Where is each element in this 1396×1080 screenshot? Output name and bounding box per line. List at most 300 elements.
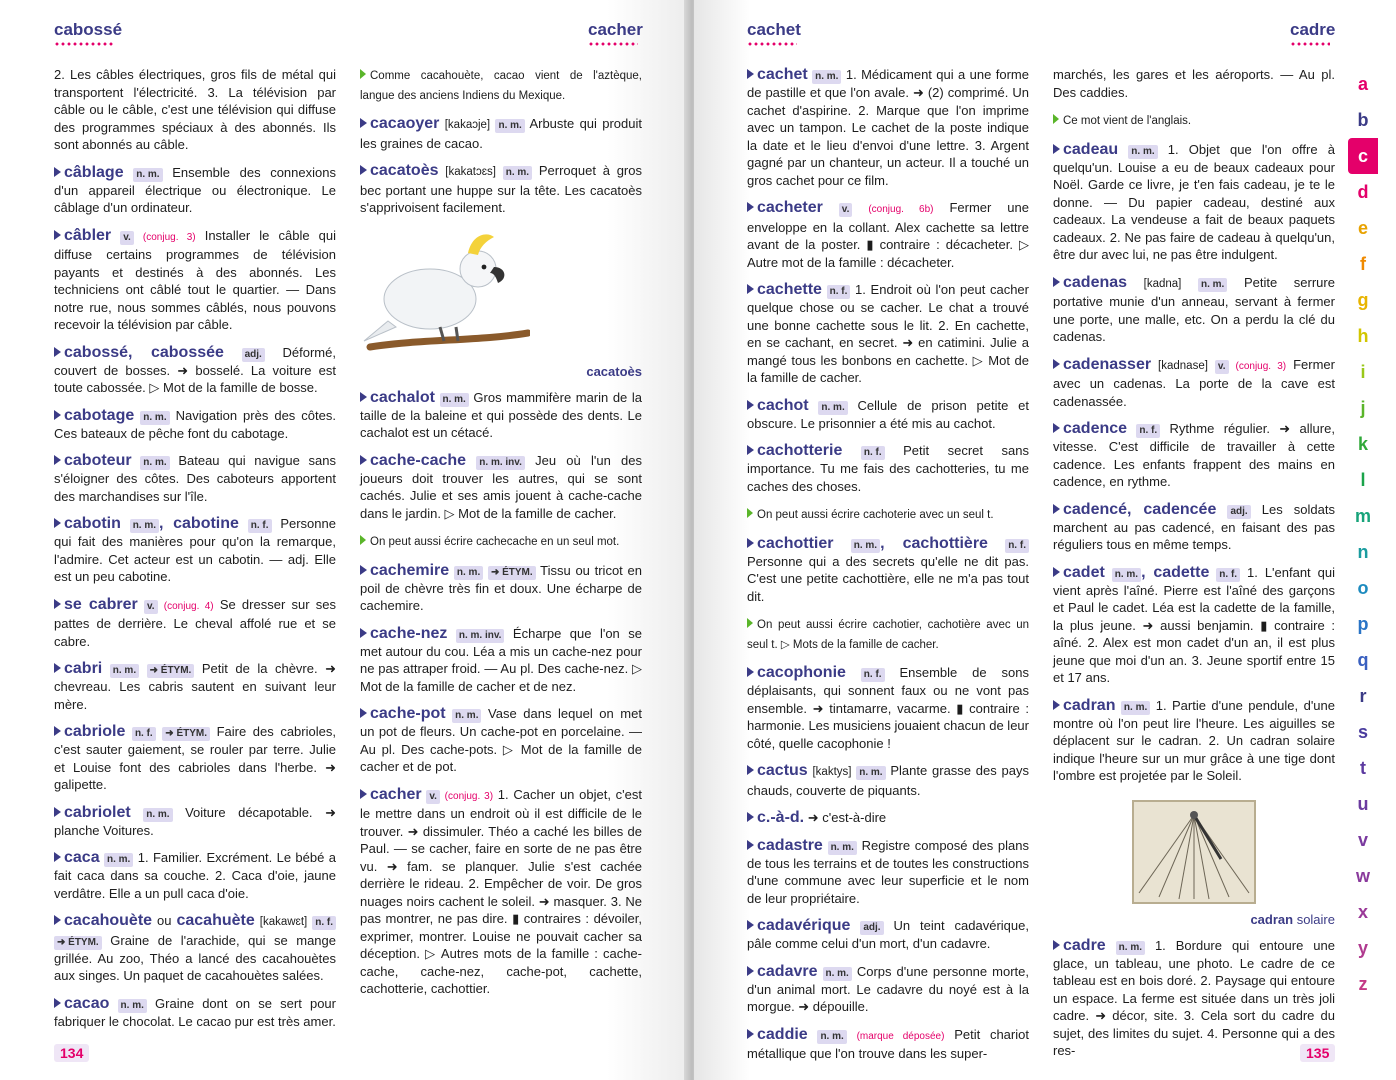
dictionary-entry <box>360 532 642 552</box>
dictionary-entry <box>360 452 642 523</box>
usage-note: On peut aussi écrire cachotier, cachotière avec un seul t. ▷ Mots de la famille de cacher. <box>747 619 1029 651</box>
grammar-tag: n. m. <box>1112 568 1141 582</box>
grammar-tag: n. f. <box>132 727 156 741</box>
grammar-tag: n. m. <box>104 853 133 867</box>
dictionary-entry <box>1053 274 1335 346</box>
headword: cache-cache <box>370 451 467 469</box>
headword: cachot <box>757 396 809 414</box>
grammar-tag: adj. <box>860 921 883 935</box>
headword: cacher <box>370 785 422 803</box>
definition-text: 1. Endroit où l'on peut cacher quelque chose ou se cacher. Le chat a trouvé une bonne cachette sous le lit. 2. En cachette, en se cachant, en secret. ➜ en catimini. Julie a mangé tous les bonbons en cachette. ▷ Mot de la famille de cacher. <box>747 282 1029 385</box>
grammar-tag: n. m. <box>823 967 852 981</box>
left-column-1 <box>54 66 336 1040</box>
alphabet-tab-r[interactable]: r <box>1359 686 1367 706</box>
illustration-caption <box>360 363 642 381</box>
cockatoo-illustration <box>360 229 642 364</box>
left-page <box>0 0 690 1080</box>
dictionary-entry <box>1053 420 1335 491</box>
entry-marker <box>54 518 61 528</box>
entry-marker <box>54 347 61 357</box>
entry-marker <box>747 812 754 822</box>
dictionary-entry <box>1053 501 1335 554</box>
grammar-tag: n. m. <box>1121 701 1150 715</box>
headword: cacahouète <box>64 912 153 929</box>
headword: c.-à-d. <box>757 809 805 826</box>
dictionary-entry <box>54 227 336 334</box>
headword: cache-pot <box>370 705 446 722</box>
entry-marker <box>1053 504 1060 514</box>
headword: cadavre <box>757 962 818 980</box>
entry-marker <box>1053 567 1060 577</box>
entry-marker <box>360 165 367 175</box>
conjugation-ref: (conjug. 3) <box>1235 360 1287 372</box>
grammar-tag: n. f. <box>861 446 885 460</box>
grammar-tag: n. m. <box>454 566 483 580</box>
dictionary-entry <box>54 995 336 1031</box>
alphabet-tab-w[interactable]: w <box>1355 866 1370 886</box>
grammar-tag: n. m. <box>110 664 139 678</box>
grammar-tag: n. m. <box>130 519 159 533</box>
entry-marker <box>54 852 61 862</box>
caption-text: solaire <box>1293 912 1335 927</box>
dictionary-entry <box>747 535 1029 606</box>
entry-marker <box>747 840 754 850</box>
definition-text: Se dresser sur ses pattes de derrière. Le cheval affolé rue et se cabre. <box>54 596 336 649</box>
alphabet-tab-o[interactable]: o <box>1357 578 1369 598</box>
connector-text: ou <box>152 913 177 928</box>
grammar-tag: n. m. <box>828 841 857 855</box>
definition-text: Ensemble de sons déplaisants, qui sonnent faux ou ne vont pas ensemble. ➜ tintamarre, vacarme. ▮ contraire : harmonie. Les musiciens jouaient chacun de leur côté, quelle cacophonie ! <box>747 665 1029 751</box>
grammar-tag: n. f. <box>312 916 336 930</box>
dictionary-entry <box>747 615 1029 654</box>
definition-text: Registre composé des plans de tous les terrains et de toutes les constructions d'une commune avec leur superficie et le nom de leur propriétaire. <box>747 837 1029 906</box>
definition-text: Bateau qui navigue sans s'éloigner des côtes. Des caboteurs apportent des marchandises sur l'île. <box>54 453 336 504</box>
entry-marker <box>747 400 754 410</box>
entry-marker <box>54 599 61 609</box>
guide-word-left: cachet <box>747 20 801 46</box>
dictionary-entry <box>1053 697 1335 785</box>
dictionary-entry <box>360 562 642 615</box>
note-marker <box>360 535 366 545</box>
definition-text: Graine de l'arachide, qui se mange grillée. Au zoo, Théo a lancé des cacahouètes aux singes. Un paquet de cacahouètes salées. <box>54 932 336 983</box>
dictionary-entry <box>747 199 1029 271</box>
dictionary-entry <box>1053 356 1335 411</box>
usage-note: On peut aussi écrire cachecache en un seul mot. <box>370 536 620 548</box>
dictionary-entry <box>360 786 642 998</box>
entry-marker <box>54 410 61 420</box>
alphabet-tab-j[interactable]: j <box>1360 398 1366 418</box>
entry-marker <box>54 230 61 240</box>
pronunciation: [kadna] <box>1143 277 1182 290</box>
headword: câblage <box>64 163 124 181</box>
grammar-tag: n. m. <box>1128 145 1157 159</box>
definition-text: Petit secret sans importance. Tu me fais des cachotteries, tu me caches des choses. <box>747 443 1029 494</box>
dictionary-entry <box>360 115 642 152</box>
page-number: 134 <box>54 1044 89 1062</box>
etymology-tag: ➜ ÉTYM. <box>147 664 195 678</box>
alphabet-tab-a[interactable]: a <box>1357 74 1368 94</box>
grammar-tag: n. f. <box>1136 424 1160 438</box>
dictionary-entry <box>747 397 1029 433</box>
dictionary-entry <box>54 164 336 217</box>
note-marker <box>747 508 753 518</box>
usage-note: Comme cacahouète, cacao vient de l'aztèque, langue des anciens Indiens du Mexique. <box>360 70 642 102</box>
entry-marker <box>747 538 754 548</box>
left-column-2 <box>360 66 642 1008</box>
dictionary-entry <box>747 66 1029 189</box>
entry-marker <box>1053 940 1060 950</box>
alphabet-tab-g[interactable]: g <box>1357 290 1369 310</box>
conjugation-ref: (conjug. 6b) <box>868 204 934 215</box>
dictionary-entry <box>54 452 336 505</box>
headword: cache-nez <box>370 624 448 642</box>
headword-feminine: , cadette <box>1141 563 1210 581</box>
headword: cachottier <box>757 534 834 552</box>
dictionary-entry <box>1053 937 1335 1060</box>
dictionary-entry <box>1053 141 1335 264</box>
headword-feminine: , cachottière <box>880 534 988 552</box>
definition-text: Plante grasse des pays chauds, couverte de piquants. <box>747 763 1029 798</box>
alphabet-tab-y[interactable]: y <box>1357 938 1368 958</box>
grammar-tag: n. m. <box>118 999 147 1013</box>
grammar-tag: adj. <box>1227 505 1250 519</box>
entry-marker <box>54 807 61 817</box>
entry-marker <box>747 69 754 79</box>
definition-text: Perroquet à gros bec portant une huppe sur la tête. Les cacatoès s'apprivoisent facilement. <box>360 163 642 215</box>
grammar-tag: n. m. <box>452 709 481 723</box>
dictionary-entry <box>360 625 642 696</box>
dictionary-entry <box>747 809 1029 827</box>
definition-text: Faire des cabrioles, c'est sauter gaiement, se rouler par terre. Julie et Louise font des cabrioles dans l'herbe. ➜ galipette. <box>54 724 336 792</box>
page-number: 135 <box>1300 1044 1335 1062</box>
definition-text: Ensemble des connexions d'un appareil électrique ou électronique. Le câblage d'un ordinateur. <box>54 164 336 215</box>
entry-marker <box>747 765 754 775</box>
dictionary-entry <box>54 723 336 794</box>
alphabet-tab-l[interactable]: l <box>1360 470 1366 490</box>
grammar-tag: n. m. <box>495 119 524 133</box>
guide-word-right: cacher <box>588 20 643 46</box>
grammar-tag: n. f. <box>1216 568 1240 582</box>
pronunciation: [kakatɔɛs] <box>445 166 496 178</box>
definition-text: Personne qui a des secrets qu'elle ne dit pas. C'est une petite cachottière, elle ne m'a pas tout dit. <box>747 553 1029 604</box>
headword: cacheter <box>757 199 823 216</box>
entry-marker <box>747 667 754 677</box>
headword: cadeau <box>1063 140 1119 158</box>
headword-feminine: , cabotine <box>159 515 239 532</box>
entry-marker <box>1053 423 1060 433</box>
definition-text: 2. Les câbles électriques, gros fils de métal qui transportent l'électricité. 3. La télévision par câble ou le câble, c'est une télévision qui diffuse des programmes spéciaux à des abonnés. Ils sont abonnés au câble. <box>54 67 336 152</box>
alphabet-tab-c[interactable]: c <box>1348 138 1378 174</box>
alphabet-tab-v[interactable]: v <box>1357 830 1368 850</box>
entry-marker <box>54 726 61 736</box>
conjugation-ref: (conjug. 3) <box>444 790 494 802</box>
dictionary-entry <box>54 912 336 985</box>
headword: cachotterie <box>757 442 843 459</box>
grammar-tag: n. m. <box>143 808 172 822</box>
alphabet-tab-m[interactable]: m <box>1354 506 1371 526</box>
entry-marker <box>1053 700 1060 710</box>
grammar-tag: n. m. <box>1116 941 1145 955</box>
dictionary-entry <box>747 442 1029 495</box>
etymology-tag: ➜ ÉTYM. <box>54 936 102 950</box>
grammar-tag: n. m. <box>1198 278 1227 292</box>
entry-marker <box>54 915 61 925</box>
dictionary-entry <box>360 162 642 217</box>
entry-marker <box>54 455 61 465</box>
definition-text: Installer le câble qui diffuse certains programmes de télévision payants et destinés à des abonnés. Les techniciens ont câblé tout le quartier. — Dans notre rue, nous sommes câblés, nous pouvons recevoir la télévision par câble. <box>54 227 336 332</box>
headword: cachemire <box>370 561 450 579</box>
dictionary-entry <box>54 660 336 713</box>
dictionary-entry <box>54 515 336 586</box>
headword: câbler <box>64 226 112 244</box>
definition-text: Voiture décapotable. ➜ planche Voitures. <box>54 804 336 838</box>
dictionary-entry <box>54 849 336 902</box>
definition-text: 1. Partie d'une pendule, d'une montre où l'on peut lire l'heure. Les aiguilles se déplacent sur le cadran. 2. Un cadran solaire indique l'heure sur un mur grâce à une tige dont l'ombre est projetée par le Soleil. <box>1053 697 1335 783</box>
grammar-tag: n. m. <box>817 1030 846 1044</box>
headword: cachalot <box>370 388 435 406</box>
alphabet-tab-f[interactable]: f <box>1360 254 1366 274</box>
definition-text: Petit chariot métallique que l'on trouve dans les super- <box>747 1026 1029 1061</box>
pronunciation: [kadnase] <box>1158 359 1208 372</box>
definition-text: Cellule de prison petite et obscure. Le prisonnier a été mis au cachot. <box>747 397 1029 431</box>
definition-text: 1. L'enfant qui vient après l'aîné. Pierre est l'aîné des garçons et Paul le cadet. Léa est la cadette de la famille, la plus jeune. ➜ aussi benjamin. ▮ contraire : aîné. 2. Alex est mon cadet d'un an, il est plus jeune que moi d'un an. 3. Jeune sportif entre 15 et 17 ans. <box>1053 564 1335 685</box>
entry-marker <box>1053 359 1060 369</box>
grammar-tag: adj. <box>242 348 265 362</box>
headword: cabotin <box>64 515 121 532</box>
grammar-tag: n. m. <box>140 411 169 425</box>
illustration-caption <box>1053 911 1335 929</box>
illustration <box>360 229 642 381</box>
headword: cacao <box>64 994 110 1012</box>
definition-text: Arbuste qui produit les graines de cacao. <box>360 116 642 151</box>
definition-text: Un teint cadavérique, pâle comme celui d'un mort, d'un cadavre. <box>747 918 1029 951</box>
guide-word-left: cabossé <box>54 20 122 46</box>
headword: cabriole <box>64 723 126 740</box>
definition-text: Rythme régulier. ➜ allure, vitesse. C'est difficile de travailler à cette cadence. Les enfants frappent des mains en cadence, en rythme. <box>1053 421 1335 489</box>
headword: cadenas <box>1063 273 1128 291</box>
headword: cadre <box>1063 936 1106 954</box>
grammar-tag: n. f. <box>1005 539 1029 553</box>
headword: cachette <box>757 281 822 298</box>
dictionary-entry <box>54 407 336 443</box>
headword: cabotage <box>64 406 135 424</box>
entry-marker <box>747 966 754 976</box>
note-marker <box>1053 114 1059 124</box>
headword: caddie <box>757 1025 808 1043</box>
alphabet-tab-b[interactable]: b <box>1357 110 1369 130</box>
definition-text: Jeu où l'un des joueurs doit trouver les autres, qui se sont cachés. Julie et ses amis jouent à cache-cache dans le jardin. ▷ Mot de la famille de cacher. <box>360 452 642 521</box>
entry-marker <box>1053 144 1060 154</box>
definition-text: 1. Bordure qui entoure une glace, un tableau, une photo. Le cadre de ce tableau est en bois doré. 2. Paysage qui entoure un espace. La ferme est située dans un très joli cadre. ➜ décor, site. 3. Cela sort du cadre du sujet, des limites du sujet. 4. Personne qui a des res- <box>1053 937 1335 1058</box>
dictionary-entry <box>54 344 336 397</box>
entry-marker <box>747 445 754 455</box>
alphabet-tab-x[interactable]: x <box>1357 902 1368 922</box>
dictionary-entry <box>747 917 1029 953</box>
headword: cacaoyer <box>370 115 440 132</box>
alphabet-tab-k[interactable]: k <box>1357 434 1368 454</box>
conjugation-ref: (marque déposée) <box>856 1030 945 1042</box>
conjugation-ref: (conjug. 4) <box>163 600 214 612</box>
definition-text: Petit de la chèvre. ➜ chevreau. Les cabris sautent en suivant leur mère. <box>54 661 336 712</box>
headword: cactus <box>757 762 808 779</box>
definition-text: ➜ c'est-à-dire <box>807 810 887 825</box>
pronunciation: [kakawɛt] <box>259 916 308 928</box>
etymology-tag: ➜ ÉTYM. <box>488 566 536 580</box>
alphabet-tab-e[interactable]: e <box>1357 218 1368 238</box>
grammar-tag: v. <box>120 231 134 245</box>
definition-text: 1. Familier. Excrément. Le bébé a fait caca dans sa couche. 2. Caca d'oie, jaune verdâtre. Elle a un pull caca d'oie. <box>54 850 336 901</box>
headword: cadran <box>1063 696 1116 714</box>
definition-text: Déformé, couvert de bosses. ➜ bosselé. La voiture est toute cabossée. ▷ Mot de la famille de bosse. <box>54 344 336 395</box>
dictionary-entry <box>747 664 1029 752</box>
grammar-tag: n. m. <box>812 70 841 84</box>
entry-marker <box>747 920 754 930</box>
definition-text: Gros mammifère marin de la taille de la baleine et qui possède des dents. Le cachalot est un cétacé. <box>360 389 642 440</box>
grammar-tag: n. m. <box>856 766 885 780</box>
dictionary-entry <box>1053 111 1335 131</box>
definition-text: 1. Cacher un objet, c'est le mettre dans un endroit où il est difficile de le trouver. ➜ dissimuler. Théo a caché les billes de Paul. — se cacher, faire en sorte de ne pas être vu. ➜ fam. se planquer. Julie s'est cachée derrière le rideau. 2. Empêcher de voir. De gros nuages noirs cachent le soleil. ➜ masquer. 3. Ne pas montrer, ne pas dire. ▮ contraires : dévoiler, exprimer, montrer. Louise ne pouvait cacher sa déception. ▷ Autres mots de la famille : cache-cache, cache-nez, cache-pot, cachette, cachotterie, cachottier. <box>360 786 642 996</box>
dictionary-entry <box>1053 66 1335 101</box>
usage-note: Ce mot vient de l'anglais. <box>1063 115 1192 127</box>
right-column-1 <box>747 66 1029 1073</box>
headword: se cabrer <box>64 595 138 613</box>
entry-marker <box>360 628 367 638</box>
right-page <box>694 0 1396 1080</box>
note-marker <box>360 69 366 79</box>
grammar-tag: n. m. <box>503 166 532 180</box>
grammar-tag: n. m. <box>133 168 162 182</box>
dictionary-entry <box>747 837 1029 908</box>
alphabet-tab-t[interactable]: t <box>1360 758 1366 778</box>
headword: caboteur <box>64 452 132 469</box>
pronunciation: [kaktys] <box>812 766 852 778</box>
sundial-illustration <box>1053 797 1335 912</box>
pronunciation: [kakaɔje] <box>444 119 491 131</box>
grammar-tag: n. f. <box>248 519 272 533</box>
guide-word-right: cadre <box>1290 20 1335 46</box>
etymology-tag: ➜ ÉTYM. <box>162 727 210 741</box>
definition-text: Fermer avec un cadenas. La porte de la cave est cadenassée. <box>1053 356 1335 409</box>
grammar-tag: v. <box>839 203 853 217</box>
dictionary-entry <box>360 389 642 442</box>
grammar-tag: n. f. <box>827 285 851 299</box>
alphabet-tab-i[interactable]: i <box>1360 362 1366 382</box>
headword: cadastre <box>757 836 823 854</box>
dictionary-entry <box>747 963 1029 1016</box>
dictionary-entry <box>747 281 1029 387</box>
note-marker <box>747 618 753 628</box>
headword: caca <box>64 849 100 866</box>
definition-text: Corps d'une personne morte, d'un animal mort. Le cadavre du noyé est à la morgue. ➜ dépouille. <box>747 963 1029 1014</box>
grammar-tag: v. <box>426 790 440 804</box>
entry-marker <box>360 392 367 402</box>
entry-marker <box>747 202 754 212</box>
entry-marker <box>54 663 61 673</box>
definition-text: marchés, les gares et les aéroports. — Au pl. Des caddies. <box>1053 67 1335 100</box>
definition-text: Vase dans lequel on met un pot de fleurs. Un cache-pot en porcelaine. — Au pl. Des cache-pots. ▷ Mot de la famille de cacher et de pot. <box>360 706 642 774</box>
definition-text: Écharpe que l'on se met autour du cou. Léa a mis un cache-nez pour ne pas attraper froid. — Au pl. Des cache-nez. ▷ Mot de la famille de cacher et de nez. <box>360 625 642 694</box>
definition-text: 1. Objet que l'on offre à quelqu'un. Louise a eu de beaux cadeaux pour Noël. Garde ce livre, je t'en fais cadeau, je te le donne. — Du papier cadeau, destiné aux cadeaux. La vendeuse a fait de beaux paquets cadeaux. 2. Ne pas faire de cadeau à quelqu'un, être dur avec lui, ne pas être indulgent. <box>1053 141 1335 262</box>
dictionary-entry <box>1053 564 1335 687</box>
entry-marker <box>1053 277 1060 287</box>
definition-text: Les soldats marchent au pas cadencé, en faisant des pas réguliers tous en même temps. <box>1053 501 1335 552</box>
alphabet-tab-q[interactable]: q <box>1357 650 1369 670</box>
dictionary-entry <box>747 762 1029 799</box>
headword: cacatoès <box>370 162 439 179</box>
grammar-tag: n. m. <box>818 401 847 415</box>
dictionary-entry <box>360 705 642 776</box>
alphabet-tabs <box>1348 66 1378 1002</box>
alphabet-tab-h[interactable]: h <box>1357 326 1369 346</box>
headword: cabriolet <box>64 803 131 821</box>
headword: cadencé, cadencée <box>1063 500 1217 518</box>
definition-text: Petite serrure portative munie d'un anneau, servant à fermer une porte, une malle, etc. On a perdu la clé du cadenas. <box>1053 274 1335 344</box>
entry-marker <box>360 455 367 465</box>
grammar-tag: n. m. <box>440 393 469 407</box>
caption-text: cadran <box>1250 912 1294 927</box>
alphabet-tab-d[interactable]: d <box>1357 182 1369 202</box>
illustration <box>1053 797 1335 929</box>
definition-text: Tissu ou tricot en poil de chèvre très fin et doux. Une écharpe de cachemire. <box>360 562 642 613</box>
headword: cadenasser <box>1063 355 1152 373</box>
caption-text: cacatoès <box>586 364 642 379</box>
conjugation-ref: (conjug. 3) <box>142 231 196 243</box>
usage-note: On peut aussi écrire cachoterie avec un seul t. <box>757 509 994 521</box>
headword-variant: cacahuète <box>176 912 255 929</box>
headword: cabri <box>64 660 103 677</box>
headword: cadence <box>1063 420 1128 437</box>
entry-marker <box>360 708 367 718</box>
alphabet-tab-z[interactable]: z <box>1358 974 1368 994</box>
alphabet-tab-s[interactable]: s <box>1357 722 1368 742</box>
headword: cadet <box>1063 563 1105 581</box>
entry-marker <box>54 167 61 177</box>
grammar-tag: v. <box>144 600 158 614</box>
definition-text: Fermer une enveloppe en la collant. Alex cachette sa lettre avant de la poster. ▮ contraire : décacheter. ▷ Autre mot de la famille : décacheter. <box>747 200 1029 270</box>
headword: cadavérique <box>757 917 851 934</box>
dictionary-entry <box>747 505 1029 525</box>
right-column-2 <box>1053 66 1335 1070</box>
entry-marker <box>360 118 367 128</box>
grammar-tag: n. m. <box>851 539 880 553</box>
grammar-tag: n. f. <box>861 668 885 682</box>
entry-marker <box>747 1029 754 1039</box>
dictionary-entry <box>54 804 336 840</box>
dictionary-entry <box>54 66 336 154</box>
definition-text: Graine dont on se sert pour fabriquer le chocolat. Le cacao pur est très amer. <box>54 995 336 1029</box>
entry-marker <box>360 565 367 575</box>
dictionary-entry <box>54 596 336 651</box>
definition-text: Navigation près des côtes. Ces bateaux de pêche font du cabotage. <box>54 407 336 441</box>
entry-marker <box>54 998 61 1008</box>
headword: cacophonie <box>757 664 846 681</box>
alphabet-tab-n[interactable]: n <box>1357 542 1369 562</box>
definition-text: Personne qui fait des manières pour qu'on la remarque, l'admire. Cet acteur est un cabotin. — adj. Elle est un peu cabotine. <box>54 516 336 584</box>
alphabet-tab-u[interactable]: u <box>1357 794 1369 814</box>
grammar-tag: n. m. inv. <box>456 629 505 643</box>
entry-marker <box>360 789 367 799</box>
grammar-tag: n. m. <box>140 456 169 470</box>
headword: cabossé, cabossée <box>64 343 224 361</box>
dictionary-entry <box>360 66 642 105</box>
alphabet-tab-p[interactable]: p <box>1357 614 1369 634</box>
grammar-tag: n. m. inv. <box>476 456 525 470</box>
definition-text: 1. Médicament qui a une forme de pastille et que l'on avale. ➜ (2) comprimé. Un cachet d'aspirine. 2. Marque que l'on imprime avec un tampon. Le cachet de la poste indique la date et le lieu d'envoi d'une lettre. 3. Argent gagné par un chanteur, un acteur. Il a touché un gros cachet pour ce film. <box>747 67 1029 188</box>
dictionary-entry <box>747 1026 1029 1063</box>
headword: cachet <box>757 66 808 83</box>
grammar-tag: v. <box>1215 360 1229 374</box>
entry-marker <box>747 284 754 294</box>
